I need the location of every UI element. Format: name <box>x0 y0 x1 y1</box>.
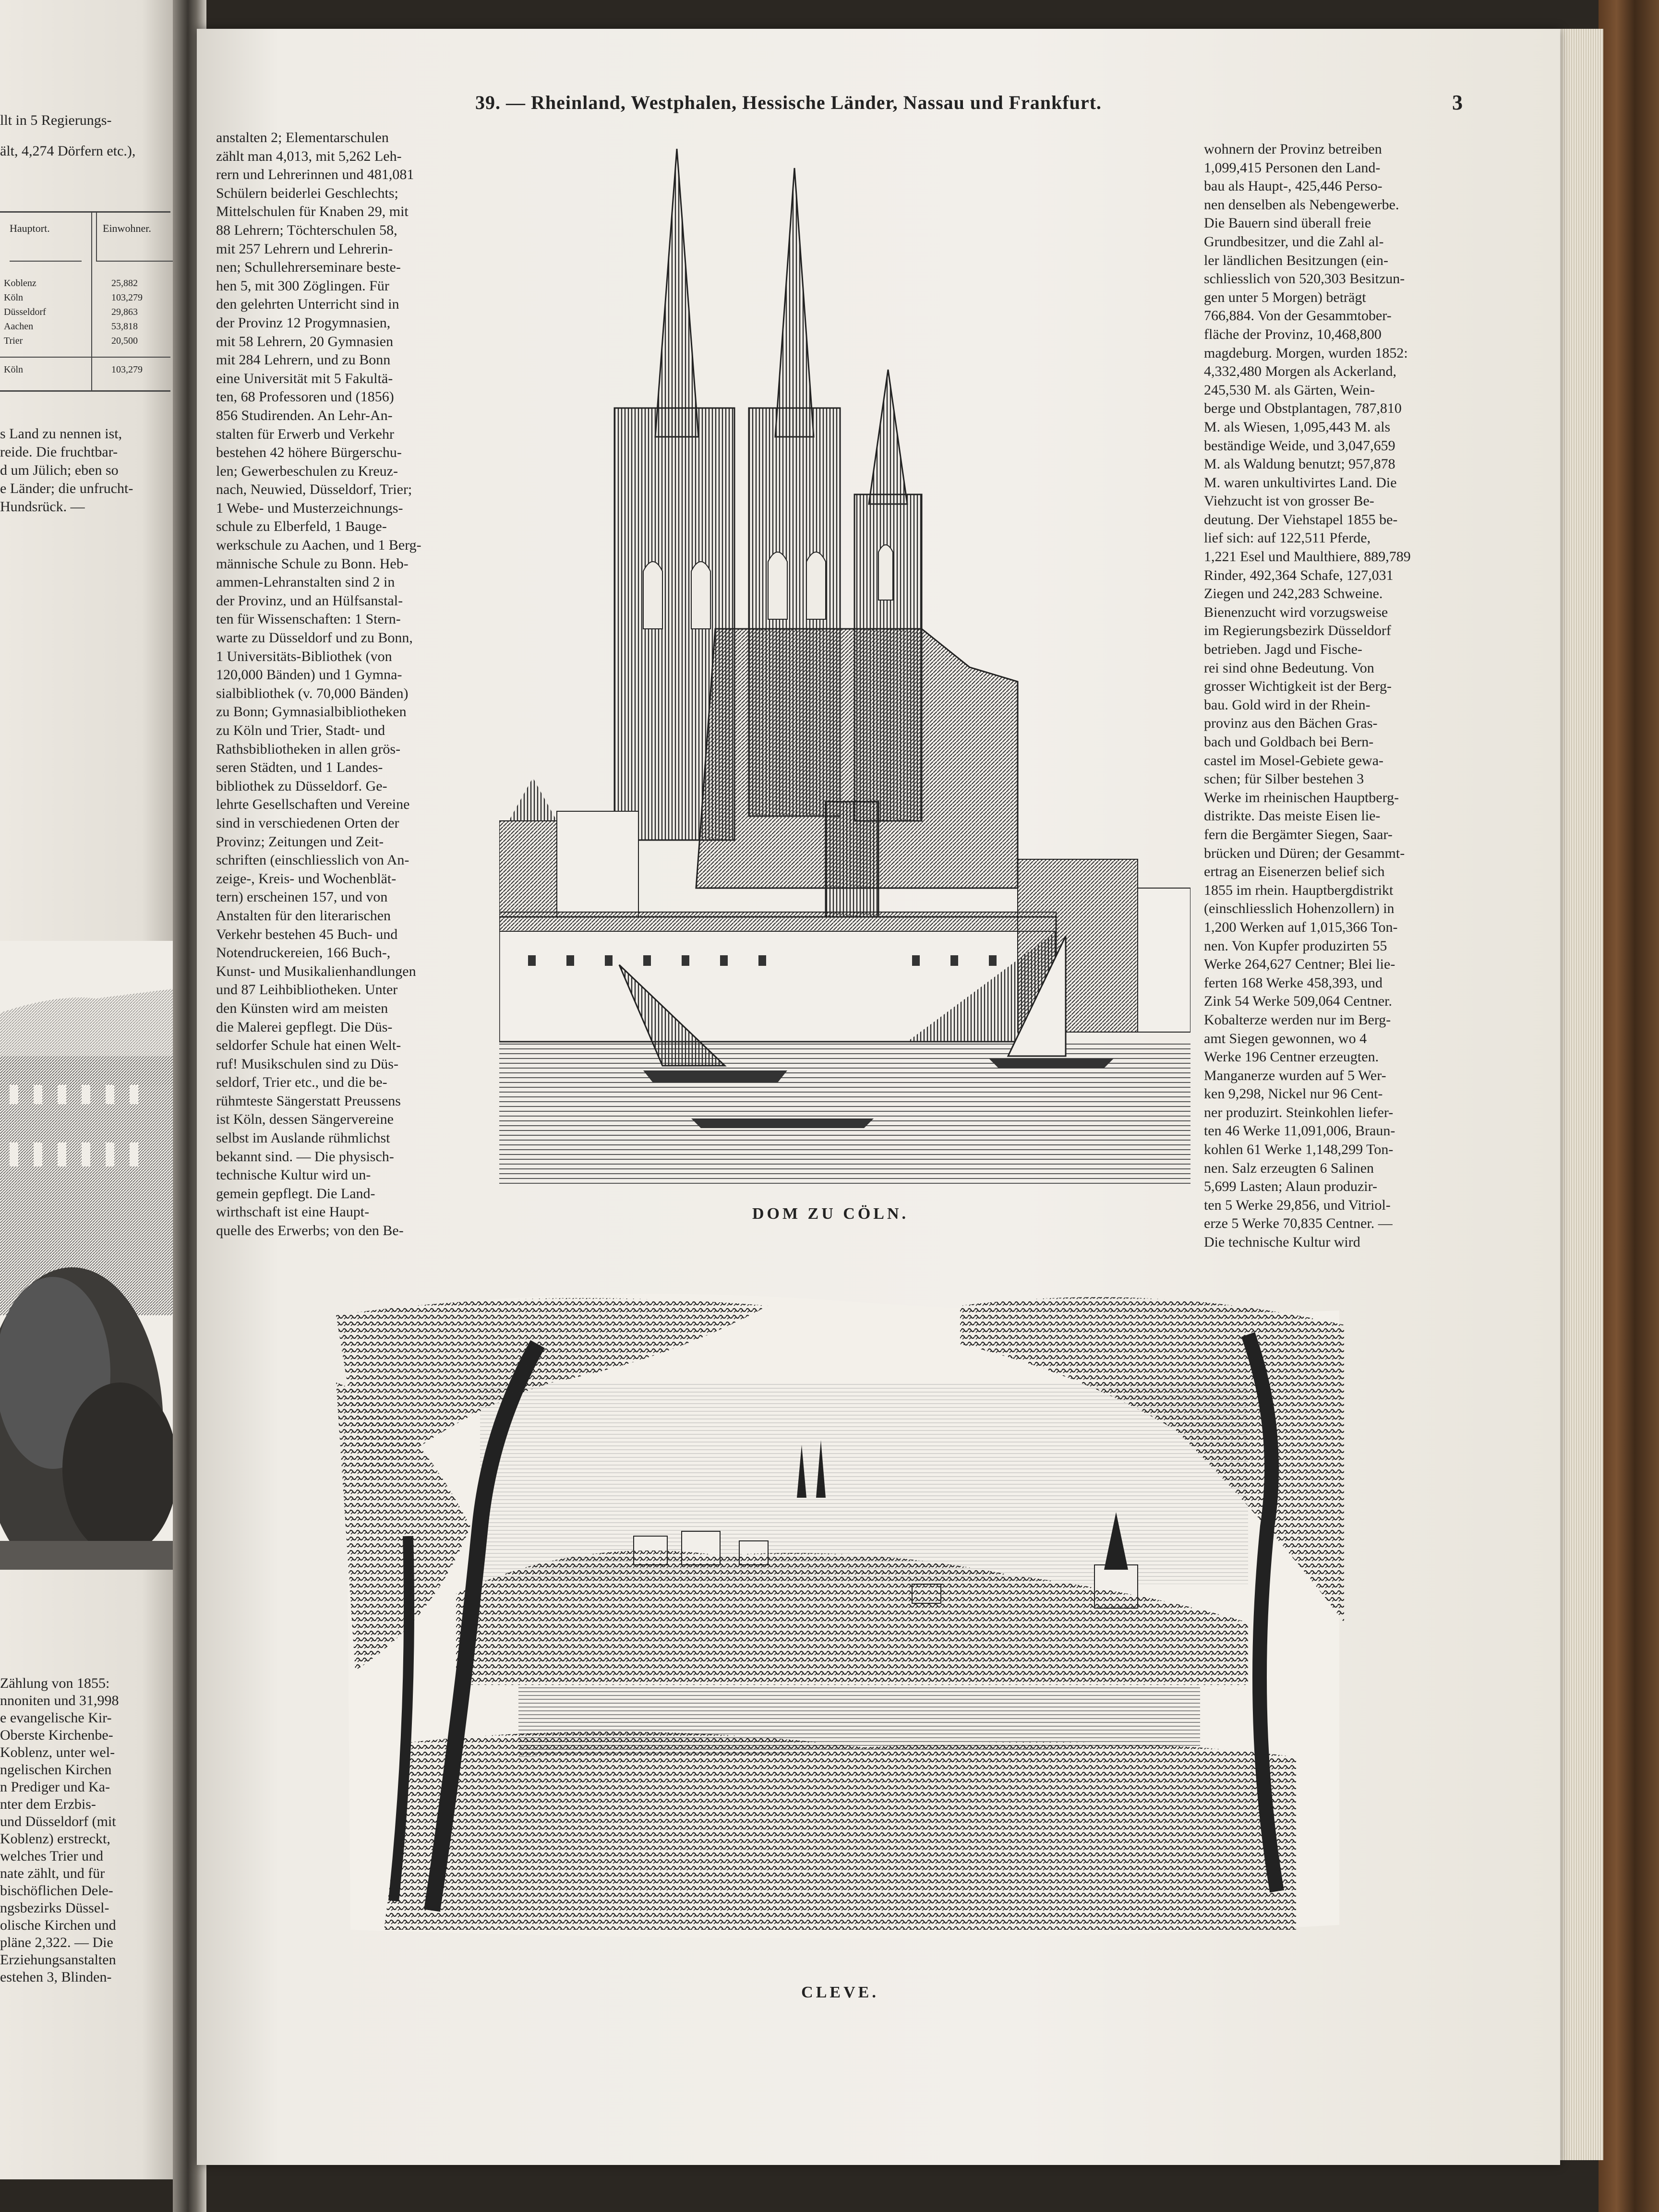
text-line: zeige-, Kreis- und Wochenblät- <box>216 870 397 887</box>
text-line: ten 46 Werke 11,091,006, Braun- <box>1204 1123 1395 1139</box>
text-line: bau. Gold wird in der Rhein- <box>1204 697 1370 713</box>
table-cell: Düsseldorf <box>4 307 46 317</box>
text-line: ferten 168 Werke 458,393, und <box>1204 974 1382 991</box>
left-page-line: ngelischen Kirchen <box>0 1762 112 1778</box>
text-line: distrikte. Das meiste Eisen lie- <box>1204 808 1381 824</box>
left-page-engraving <box>0 941 173 1570</box>
text-line: erze 5 Werke 70,835 Centner. — <box>1204 1215 1393 1232</box>
text-line: 1855 im rhein. Hauptbergdistrikt <box>1204 882 1394 898</box>
text-line: (einschliesslich Hohenzollern) in <box>1204 901 1395 917</box>
text-line: beständige Weide, und 3,047,659 <box>1204 437 1395 454</box>
text-line: kohlen 61 Werke 1,148,299 Ton- <box>1204 1142 1394 1158</box>
left-page-line: Hundsrück. — <box>0 499 85 515</box>
text-line: nen. Von Kupfer produzirten 55 <box>1204 938 1387 954</box>
text-line: sind in verschiedenen Orten der <box>216 815 399 831</box>
text-line: deutung. Der Viehstapel 1855 be- <box>1204 511 1398 528</box>
text-line: seren Städten, und 1 Landes- <box>216 759 383 776</box>
text-line: Grundbesitzer, und die Zahl al- <box>1204 233 1384 250</box>
table-cell: Aachen <box>4 321 34 332</box>
text-line: quelle des Erwerbs; von den Be- <box>216 1223 404 1239</box>
text-column-left <box>216 129 475 1240</box>
text-line: 5,699 Lasten; Alaun produzir- <box>1204 1178 1377 1195</box>
text-line: werkschule zu Aachen, und 1 Berg- <box>216 537 421 553</box>
text-line: 766,884. Von der Gesammtober- <box>1204 308 1392 324</box>
text-line: len; Gewerbeschulen zu Kreuz- <box>216 463 398 479</box>
text-line: rern und Lehrerinnen und 481,081 <box>216 167 414 183</box>
text-line: die Malerei gepflegt. Die Düs- <box>216 1019 393 1035</box>
left-page-line: olische Kirchen und <box>0 1917 116 1933</box>
table-cell: 25,882 <box>111 278 138 289</box>
table-cell: Koblenz <box>4 278 36 289</box>
text-line: gen unter 5 Morgen) beträgt <box>1204 289 1366 305</box>
text-line: technische Kultur wird un- <box>216 1167 371 1183</box>
caption-cleve: CLEVE. <box>801 1984 879 2001</box>
text-line: Notendruckereien, 166 Buch-, <box>216 945 391 961</box>
text-line: der Provinz 12 Progymnasien, <box>216 314 391 331</box>
left-page-line: nate zählt, und für <box>0 1865 105 1881</box>
table-rule <box>0 357 170 358</box>
text-line: rei sind ohne Bedeutung. Von <box>1204 660 1374 676</box>
text-line: anstalten 2; Elementarschulen <box>216 130 389 145</box>
left-page-line: Koblenz) erstreckt, <box>0 1831 110 1847</box>
left-page-line: ngsbezirks Düssel- <box>0 1900 109 1916</box>
cleve-landscape-engraving <box>336 1286 1349 1954</box>
text-line: fern die Bergämter Siegen, Saar- <box>1204 826 1393 842</box>
text-line: schule zu Elberfeld, 1 Bauge- <box>216 518 387 535</box>
text-line: 120,000 Bänden) und 1 Gymna- <box>216 667 402 683</box>
text-line: männische Schule zu Bonn. Heb- <box>216 555 409 572</box>
text-line: Werke im rheinischen Hauptberg- <box>1204 789 1399 805</box>
left-page-line: llt in 5 Regierungs- <box>0 112 112 128</box>
text-line: mit 257 Lehrern und Lehrerin- <box>216 240 393 257</box>
text-line: grosser Wichtigkeit ist der Berg- <box>1204 678 1392 695</box>
left-page-line: Zählung von 1855: <box>0 1675 110 1691</box>
text-line: ammen-Lehranstalten sind 2 in <box>216 574 395 590</box>
text-line: Provinz; Zeitungen und Zeit- <box>216 833 384 850</box>
text-line: den gelehrten Unterricht sind in <box>216 296 399 313</box>
left-page-line: Oberste Kirchenbe- <box>0 1727 113 1743</box>
text-line: Rinder, 492,364 Schafe, 127,031 <box>1204 567 1394 583</box>
table-header: Einwohner. <box>96 213 175 262</box>
text-line: ertrag an Eisenerzen belief sich <box>1204 864 1385 880</box>
left-page-line: s Land zu nennen ist, <box>0 426 122 442</box>
text-line: ner produzirt. Steinkohlen liefer- <box>1204 1104 1394 1120</box>
text-line: 856 Studirenden. An Lehr-An- <box>216 407 393 423</box>
text-line: Bienenzucht wird vorzugsweise <box>1204 604 1388 620</box>
text-line: ten, 68 Professoren und (1856) <box>216 389 394 405</box>
text-line: Schülern beiderlei Geschlechts; <box>216 185 398 201</box>
text-line: wohnern der Provinz betreiben <box>1204 141 1382 157</box>
left-page-line: pläne 2,322. — Die <box>0 1935 113 1950</box>
text-line: ten für Wissenschaften: 1 Stern- <box>216 611 401 627</box>
text-line: der Provinz, und an Hülfsanstal- <box>216 592 403 609</box>
text-line: castel im Mosel-Gebiete gewa- <box>1204 752 1384 769</box>
table-cell: 29,863 <box>111 307 138 317</box>
text-line: amt Siegen gewonnen, wo 4 <box>1204 1030 1367 1046</box>
text-line: sialbibliothek (v. 70,000 Bänden) <box>216 685 409 701</box>
text-line: brücken und Düren; der Gesammt- <box>1204 845 1405 861</box>
text-line: Die technische Kultur wird <box>1204 1234 1360 1250</box>
text-line: schriften (einschliesslich von An- <box>216 852 409 868</box>
text-line: lief sich: auf 122,511 Pferde, <box>1204 530 1371 546</box>
text-line: betrieben. Jagd und Fische- <box>1204 641 1362 658</box>
left-page-line: d um Jülich; eben so <box>0 462 119 478</box>
left-page-line: welches Trier und <box>0 1848 103 1864</box>
text-line: nen; Schullehrerseminare beste- <box>216 259 401 276</box>
left-page-line: e Länder; die unfrucht- <box>0 481 133 496</box>
text-column-right <box>1204 140 1473 1252</box>
text-line: warte zu Düsseldorf und zu Bonn, <box>216 630 413 646</box>
text-line: berge und Obstplantagen, 787,810 <box>1204 400 1402 417</box>
left-page-line: nnoniten und 31,998 <box>0 1693 119 1708</box>
text-line: Verkehr bestehen 45 Buch- und <box>216 926 398 942</box>
text-line: ruf! Musikschulen sind zu Düs- <box>216 1056 398 1072</box>
text-line: 1 Universitäts-Bibliothek (von <box>216 648 392 664</box>
text-line: lehrte Gesellschaften und Vereine <box>216 796 410 813</box>
text-line: Die Bauern sind überall freie <box>1204 215 1371 231</box>
caption-dom-zu-coeln: DOM ZU CÖLN. <box>752 1205 909 1223</box>
page-edges <box>1560 29 1603 2160</box>
table-cell: 103,279 <box>111 292 143 303</box>
left-page-line: n Prediger und Ka- <box>0 1779 110 1795</box>
text-line: eine Universität mit 5 Fakultä- <box>216 370 393 386</box>
text-line: Rathsbibliotheken in allen grös- <box>216 741 401 757</box>
left-page-line: bischöflichen Dele- <box>0 1883 113 1899</box>
left-page-line: und Düsseldorf (mit <box>0 1814 116 1829</box>
text-line: ten 5 Werke 29,856, und Vitriol- <box>1204 1197 1391 1213</box>
text-line: provinz aus den Bächen Gras- <box>1204 715 1378 732</box>
left-page-line: Koblenz, unter wel- <box>0 1744 115 1760</box>
text-line: seldorf, Trier etc., und die be- <box>216 1074 387 1091</box>
text-line: stalten für Erwerb und Verkehr <box>216 426 394 442</box>
text-line: Manganerze wurden auf 5 Wer- <box>1204 1067 1386 1083</box>
text-line: gemein gepflegt. Die Land- <box>216 1185 375 1202</box>
left-page-line: nter dem Erzbis- <box>0 1796 96 1812</box>
text-line: bibliothek zu Düsseldorf. Ge- <box>216 778 387 794</box>
text-line: schliesslich von 520,303 Besitzun- <box>1204 271 1405 287</box>
text-line: nen. Salz erzeugten 6 Salinen <box>1204 1160 1374 1176</box>
text-line: M. waren unkultivirtes Land. Die <box>1204 474 1397 491</box>
table-cell: Trier <box>4 336 23 346</box>
text-line: 1 Webe- und Musterzeichnungs- <box>216 500 403 516</box>
page-number: 3 <box>1452 91 1463 114</box>
text-line: Kobalterze werden nur im Berg- <box>1204 1011 1391 1028</box>
text-line: seldorfer Schule hat einen Welt- <box>216 1037 401 1054</box>
text-line: Werke 264,627 Centner; Blei lie- <box>1204 956 1395 973</box>
text-line: M. als Wiesen, 1,095,443 M. als <box>1204 419 1391 435</box>
text-line: ist Köln, dessen Sängervereine <box>216 1111 394 1128</box>
text-line: bau als Haupt-, 425,446 Perso- <box>1204 178 1382 194</box>
left-page-line: ält, 4,274 Dörfern etc.), <box>0 143 136 159</box>
text-line: zu Bonn; Gymnasialbibliotheken <box>216 704 407 720</box>
text-line: wirthschaft ist eine Haupt- <box>216 1204 370 1220</box>
left-page-line: estehen 3, Blinden- <box>0 1969 112 1985</box>
text-line: 245,530 M. als Gärten, Wein- <box>1204 382 1375 398</box>
text-line: den Künsten wird am meisten <box>216 1000 388 1016</box>
text-line: rühmteste Sängerstatt Preussens <box>216 1093 401 1109</box>
table-rule <box>91 213 92 390</box>
text-line: 88 Lehrern; Töchterschulen 58, <box>216 222 397 238</box>
text-line: zu Köln und Trier, Stadt- und <box>216 722 385 738</box>
text-line: ken 9,298, Nickel nur 96 Cent- <box>1204 1086 1383 1102</box>
text-line: 4,332,480 Morgen als Ackerland, <box>1204 363 1397 380</box>
text-line: im Regierungsbezirk Düsseldorf <box>1204 623 1391 639</box>
text-line: und 87 Leihbibliotheken. Unter <box>216 982 398 998</box>
text-line: bach und Goldbach bei Bern- <box>1204 734 1374 750</box>
left-page-table <box>0 211 170 392</box>
text-line: Zink 54 Werke 509,064 Centner. <box>1204 993 1392 1010</box>
text-line: mit 58 Lehrern, 20 Gymnasien <box>216 333 394 349</box>
text-line: bekannt sind. — Die physisch- <box>216 1148 394 1165</box>
text-line: 1,099,415 Personen den Land- <box>1204 159 1381 176</box>
table-cell: 103,279 <box>111 364 143 375</box>
text-line: nach, Neuwied, Düsseldorf, Trier; <box>216 481 412 498</box>
text-line: bestehen 42 höhere Bürgerschu- <box>216 445 402 461</box>
cologne-cathedral-engraving <box>499 139 1190 1186</box>
table-cell: 53,818 <box>111 321 138 332</box>
text-line: Werke 196 Centner erzeugten. <box>1204 1049 1379 1065</box>
left-page-line: e evangelische Kir- <box>0 1710 112 1726</box>
text-line: Mittelschulen für Knaben 29, mit <box>216 204 409 220</box>
running-header: 39. — Rheinland, Westphalen, Hessische Länder, Nassau und Frankfurt. <box>475 92 1102 113</box>
text-line: ler ländlichen Besitzungen (ein- <box>1204 252 1389 268</box>
left-page-line: reide. Die fruchtbar- <box>0 444 118 460</box>
text-line: Kunst- und Musikalienhandlungen <box>216 963 416 979</box>
table-cell: Köln <box>4 292 23 303</box>
text-line: 1,200 Werken auf 1,015,366 Ton- <box>1204 919 1398 935</box>
text-line: 1,221 Esel und Maulthiere, 889,789 <box>1204 549 1411 565</box>
table-cell: Köln <box>4 364 23 375</box>
left-page-line: Erziehungsanstalten <box>0 1952 116 1968</box>
text-line: magdeburg. Morgen, wurden 1852: <box>1204 345 1408 361</box>
text-line: M. als Waldung benutzt; 957,878 <box>1204 456 1395 472</box>
book-binding <box>1599 0 1659 2212</box>
text-line: fläche der Provinz, 10,468,800 <box>1204 326 1382 342</box>
table-cell: 20,500 <box>111 336 138 346</box>
table-header: Hauptort. <box>10 213 82 262</box>
text-line: schen; für Silber bestehen 3 <box>1204 771 1364 787</box>
left-page <box>0 0 178 2179</box>
text-line: mit 284 Lehrern, und zu Bonn <box>216 352 391 368</box>
text-line: Anstalten für den literarischen <box>216 907 391 924</box>
text-line: zählt man 4,013, mit 5,262 Leh- <box>216 148 402 164</box>
text-line: nen denselben als Nebengewerbe. <box>1204 196 1399 213</box>
text-line: Ziegen und 242,283 Schweine. <box>1204 586 1383 602</box>
text-line: selbst im Auslande rühmlichst <box>216 1130 390 1146</box>
text-line: tern) erscheinen 157, und von <box>216 889 388 905</box>
text-line: hen 5, mit 300 Zöglingen. Für <box>216 277 389 294</box>
text-line: Viehzucht ist von grosser Be- <box>1204 493 1374 509</box>
